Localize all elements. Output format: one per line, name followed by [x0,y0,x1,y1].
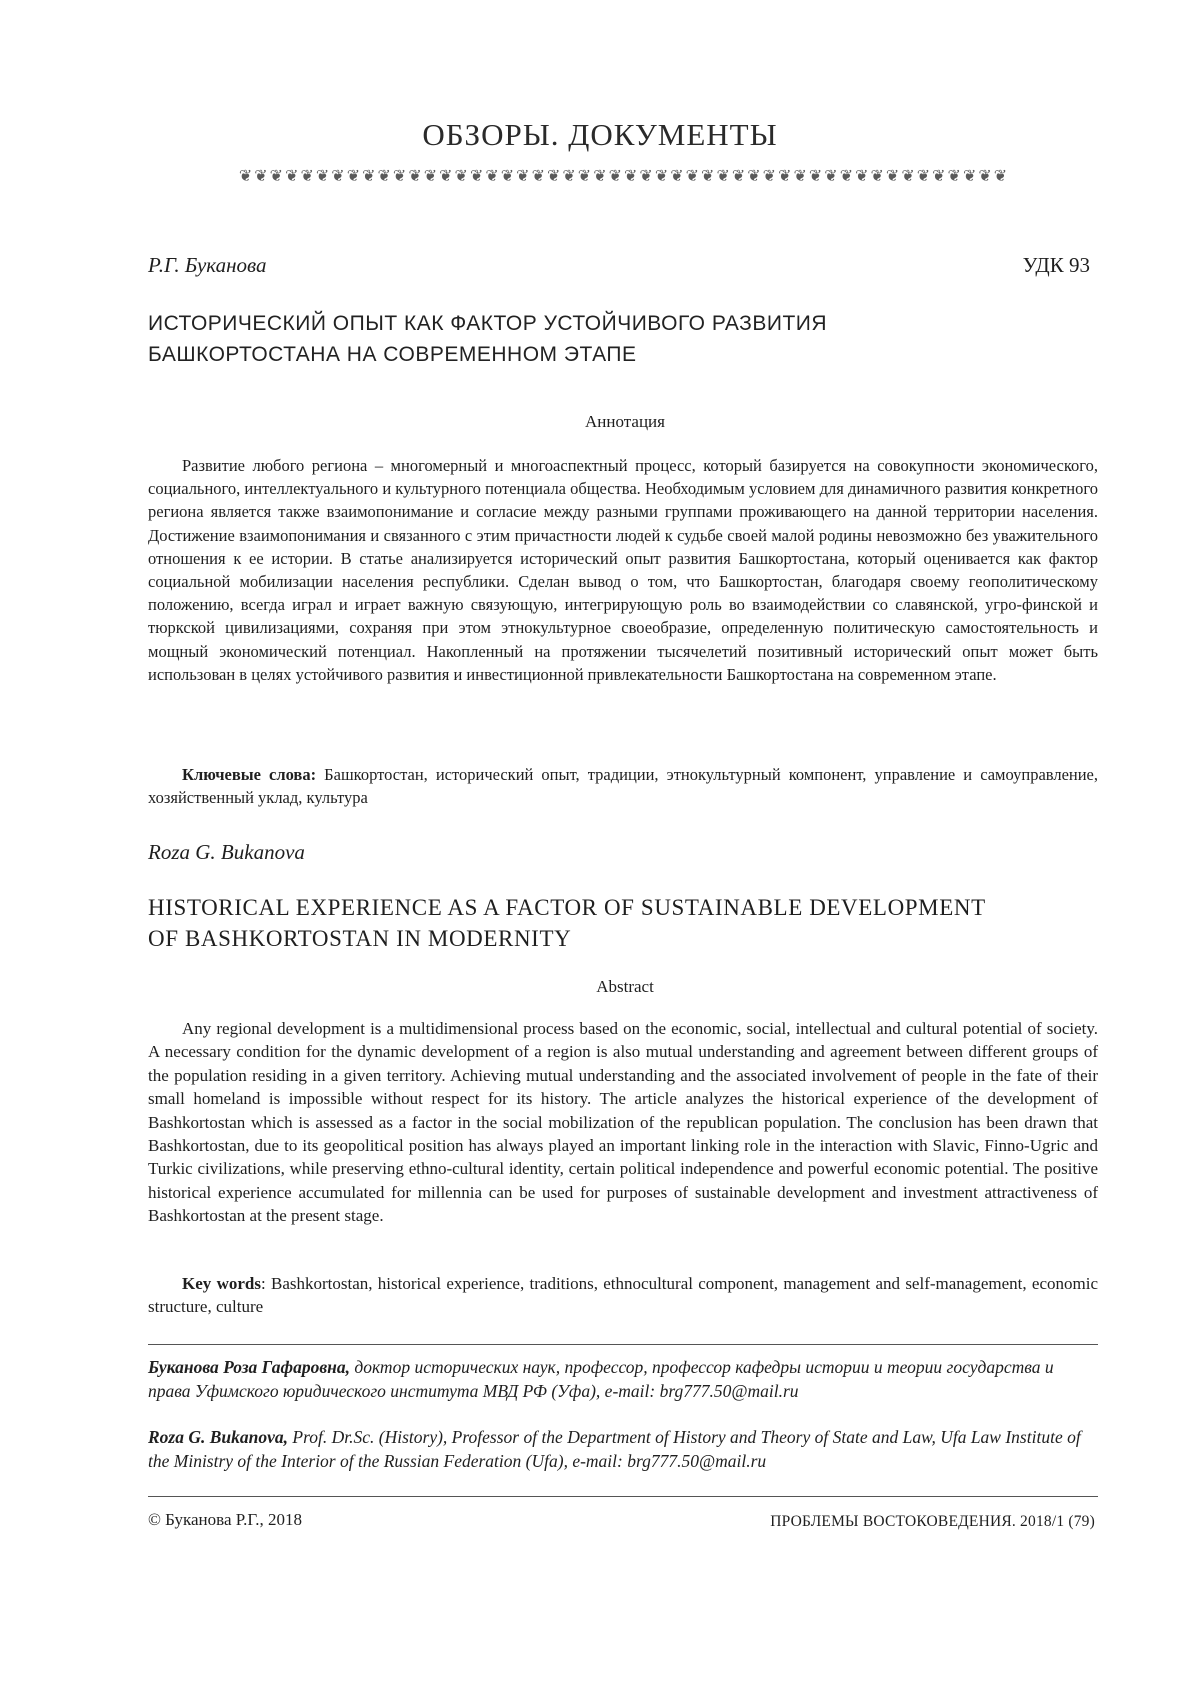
keywords-list-en: : Bashkortostan, historical experience, traditions, ethnocultural component, management and self-management, economic structure, culture [148,1274,1099,1317]
abstract-text-ru: Развитие любого региона – многомерный и многоаспектный процесс, который базируется на совокупности экономического, социального, интеллектуального и культурного потенциала общества. Необходимым условием для динамичного развития конкретного региона является также взаимопонимание и согласие между разными группами проживающего на данной территории населения. Достижение взаимопонимания и связанного с этим причастности людей к судьбе своей малой родины невозможно без уважительного отношения к ее истории. В статье анализируется исторический опыт развития Башкортостана, который оценивается как фактор социальной мобилизации населения республики. Сделан вывод о том, что Башкортостан, благодаря своему геополитическому положению, всегда играл и играет важную связующую, интегрирующую роль во взаимодействии со славянской, угро-финской и тюркской цивилизациями, сохраняя при этом этнокультурное своеобразие, определенную политическую самостоятельность и мощный экономический потенциал. Накопленный на протяжении тысячелетий позитивный исторический опыт может быть использован в целях устойчивого развития и инвестиционной привлекательности Башкортостана на современном этапе. [148,456,1098,684]
keywords-label-en: Key words [182,1274,261,1293]
author-info-ru [148,1355,1098,1403]
copyright-notice: © Буканова Р.Г., 2018 [148,1510,302,1529]
author-info-en-name: Roza G. Bukanova, [148,1427,289,1447]
author-name-en: Roza G. Bukanova [148,840,305,864]
author-info-en [148,1425,1098,1473]
author-info-en-details: Prof. Dr.Sc. (History), Professor of the Department of History and Theory of State and Law, Ufa Law Institute of the Ministry of the Interior of the Russian Federation (Ufa), e-mail: brg777.50@mail.ru [148,1427,1081,1471]
author-info-ru-name: Буканова Роза Гафаровна, [148,1357,350,1377]
article-title-en-line: OF BASHKORTOSTAN IN MODERNITY [148,926,572,951]
abstract-heading-ru: Аннотация [585,412,665,431]
section-title: ОБЗОРЫ. ДОКУМЕНТЫ [422,117,778,152]
keywords-en [148,1272,1098,1319]
keywords-label-ru: Ключевые слова: [182,765,317,784]
article-title-en-line: HISTORICAL EXPERIENCE AS A FACTOR OF SUSTAINABLE DEVELOPMENT [148,895,986,920]
keywords-list-ru: Башкортостан, исторический опыт, традиции, этнокультурный компонент, управление и самоуправление, хозяйственный уклад, культура [148,765,1099,808]
author-info-ru-details: доктор исторических наук, профессор, профессор кафедры истории и теории государства и права Уфимского юридического института МВД РФ (Уфа), e-mail: brg777.50@mail.ru [148,1357,1054,1401]
article-title-ru [148,308,1088,370]
journal-name: ПРОБЛЕМЫ ВОСТОКОВЕДЕНИЯ. 2018/1 (79) [770,1513,1095,1530]
author-name-ru: Р.Г. Буканова [148,253,267,277]
keywords-ru [148,763,1098,809]
article-title-ru-line: БАШКОРТОСТАНА НА СОВРЕМЕННОМ ЭТАПЕ [148,343,637,366]
divider-line [148,1344,1098,1345]
article-title-en [148,892,1108,954]
decorative-ornament-divider: ❦❦❦❦❦❦❦❦❦❦❦❦❦❦❦❦❦❦❦❦❦❦❦❦❦❦❦❦❦❦❦❦❦❦❦❦❦❦❦❦❦❦❦❦❦❦❦❦❦❦ [238,168,1010,185]
divider-line [148,1496,1098,1497]
abstract-text-en: Any regional development is a multidimensional process based on the economic, social, intellectual and cultural potential of society. A necessary condition for the dynamic development of a region is also mutual understanding and agreement between different groups of the population residing in a given territory. Achieving mutual understanding and the associated involvement of people in the fate of their small homeland is impossible without respect for its history. The article analyzes the historical experience of the development of Bashkortostan which is assessed as a factor in the social mobilization of the republican population. The conclusion has been drawn that Bashkortostan, due to its geopolitical position has always played an important linking role in the interaction with Slavic, Finno-Ugric and Turkic civilizations, while preserving ethno-cultural identity, certain political independence and powerful economic potential. The positive historical experience accumulated for millennia can be used for purposes of sustainable development and investment attractiveness of Bashkortostan at the present stage. [148,1019,1098,1226]
article-title-ru-line: ИСТОРИЧЕСКИЙ ОПЫТ КАК ФАКТОР УСТОЙЧИВОГО РАЗВИТИЯ [148,312,828,335]
udk-code: УДК 93 [1022,253,1090,277]
abstract-heading-en: Abstract [596,977,654,996]
